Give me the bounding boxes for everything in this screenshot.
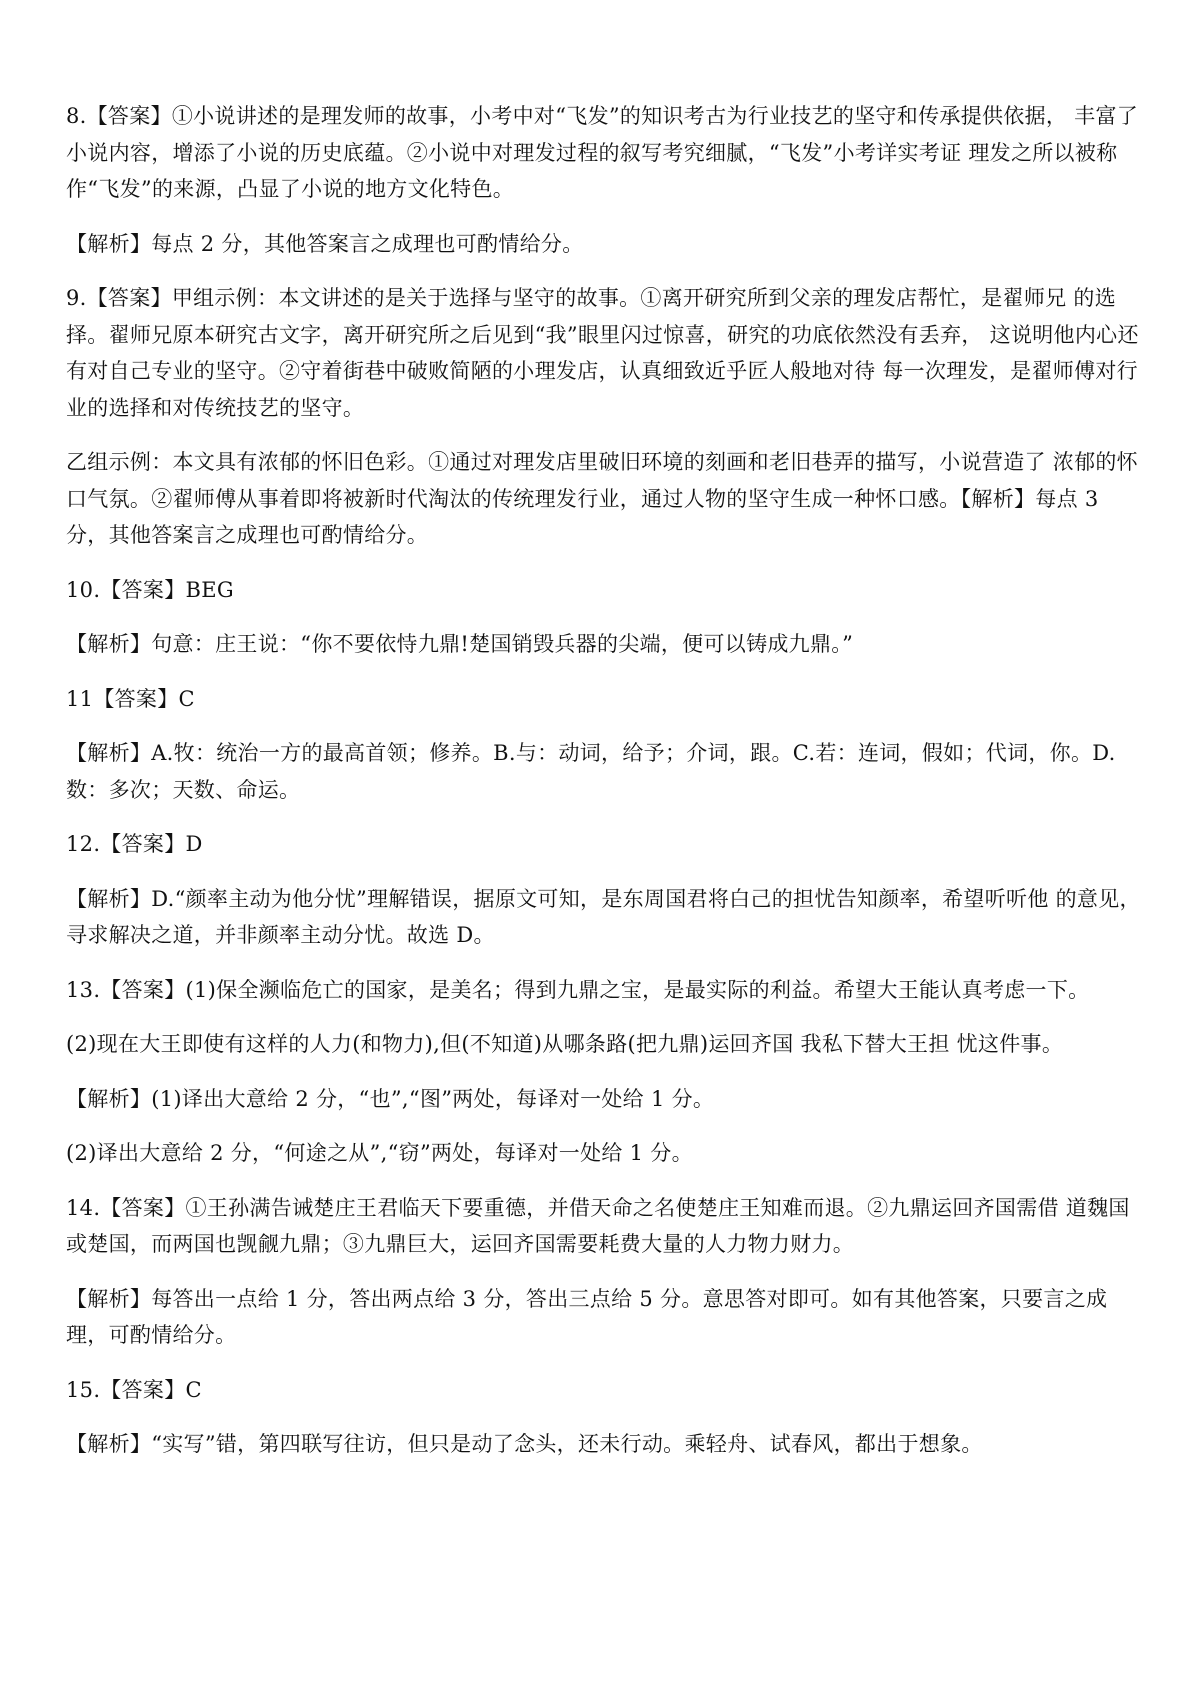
analysis-8: 【解析】每点 2 分，其他答案言之成理也可酌情给分。 [66,231,584,256]
analysis-13-part-1: 【解析】(1)译出大意给 2 分，“也”,“图”两处，每译对一处给 1 分。 [66,1086,715,1111]
answer-15: 15.【答案】C [66,1377,202,1402]
answer-8: 8.【答案】①小说讲述的是理发师的故事，小考中对“飞发”的知识考古为行业技艺的坚守和传承提供依据， 丰富了小说内容，增添了小说的历史底蕴。②小说中对理发过程的叙写考究细腻，“飞发”小考详实考证 理发之所以被称作“飞发”的来源，凸显了小说的地方文化特色。 [66,104,1139,201]
answer-13-part-1: 13.【答案】(1)保全濒临危亡的国家，是美名；得到九鼎之宝，是最实际的利益。希望大王能认真考虑一下。 [66,977,1090,1002]
analysis-15: 【解析】“实写”错，第四联写往访，但只是动了念头，还未行动。乘轻舟、试春风，都出于想象。 [66,1432,983,1456]
answer-10: 10.【答案】BEG [66,577,234,602]
analysis-14: 【解析】每答出一点给 1 分，答出两点给 3 分，答出三点给 5 分。意思答对即可。如有其他答案，只要言之成理，可酌情给分。 [66,1286,1108,1347]
analysis-12: 【解析】D.“颜率主动为他分忧”理解错误，据原文可知，是东周国君将白己的担忧告知颜率，希望听听他 的意见，寻求解决之道，并非颜率主动分忧。故选 D。 [66,886,1141,947]
answer-12: 12.【答案】D [66,832,203,856]
answer-14: 14.【答案】①王孙满告诫楚庄王君临天下要重德，并借天命之名使楚庄王知难而退。②九鼎运回齐国需借 道魏国或楚国，而两国也觊觎九鼎；③九鼎巨大，运回齐国需要耗费大量的人力物力财力。 [66,1195,1130,1256]
answer-9-group-a: 9.【答案】甲组示例：本文讲述的是关于选择与坚守的故事。①离开研究所到父亲的理发店帮忙，是翟师兄 的选择。翟师兄原本研究古文字，离开研究所之后见到“我”眼里闪过惊喜，研究的功底依然没有丢弃， 这说明他内心还有对自己专业的坚守。②守着街巷中破败简陋的小理发店，认真细致近乎匠人般地对待 每一次理发，是翟师傅对行业的选择和对传统技艺的坚守。 [66,286,1139,420]
answer-11: 11【答案】C [66,686,195,711]
answer-key-page [66,98,1146,1481]
analysis-11: 【解析】A.牧：统治一方的最高首领；修养。B.与：动词，给予；介词，跟。C.若：连词，假如；代词，你。D. 数：多次；天数、命运。 [66,741,1123,802]
analysis-10: 【解析】句意：庄王说：“你不要依恃九鼎!楚国销毁兵器的尖端，便可以铸成九鼎。” [66,632,854,656]
analysis-13-part-2: (2)译出大意给 2 分，“何途之从”,“窃”两处，每译对一处给 1 分。 [66,1141,693,1165]
answer-13-part-2: (2)现在大王即使有这样的人力(和物力),但(不知道)从哪条路(把九鼎)运回齐国 我私下替大王担 忧这件事。 [66,1032,1064,1056]
answer-9-group-b: 乙组示例：本文具有浓郁的怀旧色彩。①通过对理发店里破旧环境的刻画和老旧巷弄的描写，小说营造了 浓郁的怀口气氛。②翟师傅从事着即将被新时代淘汰的传统理发行业，通过人物的坚守生成一种怀口感。【解析】每点 3 分，其他答案言之成理也可酌情给分。 [66,450,1138,547]
